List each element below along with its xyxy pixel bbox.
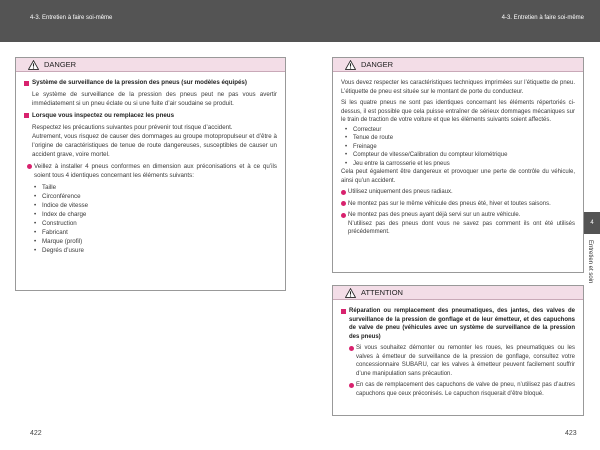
paragraph: Autrement, vous risquez de causer des dommages au groupe motopropulseur et d’être à l’origine de caractéristiques de tenue de route dangereuses, susceptibles de causer un accident grave, voire mortel. (32, 132, 277, 158)
paragraph: Le système de surveillance de la pression des pneus peut ne pas vous avertir immédiatement si un pneu éclate ou si une fuite d’air soudaine se produit. (32, 90, 277, 107)
right-page-header: 4-3. Entretien à faire soi-même (501, 15, 584, 21)
tyre-criteria-list (24, 184, 277, 256)
section-title-inspect: Lorsque vous inspectez ou remplacez les pneus (24, 112, 277, 121)
attention-box (332, 285, 584, 416)
pink-dot-icon (341, 190, 346, 195)
attention-title: ATTENTION (361, 288, 403, 297)
pink-square-icon (24, 81, 29, 86)
bullet-paragraph: Si vous souhaitez démonter ou remonter les roues, les pneumatiques ou les valves à émetteur de surveillance de la pression de gonflage, consultez votre concessionnaire SUBARU, car les valves à émetteur peuvent facilement souffrir d’une manipulation sans précaution. (341, 344, 575, 378)
list-item: • Compteur de vitesse/Calibration du compteur kilométrique (345, 152, 508, 159)
left-page-header: 4-3. Entretien à faire soi-même (30, 15, 113, 21)
list-item: • Indice de vitesse (34, 201, 89, 209)
list-item: • Circonférence (34, 192, 81, 200)
list-item: • Degrés d’usure (34, 246, 84, 254)
danger-header (333, 58, 583, 72)
pink-dot-icon (27, 164, 32, 169)
list-item: • Freinage (345, 143, 377, 150)
pink-dot-icon (341, 213, 346, 218)
top-header-bar (0, 0, 600, 42)
section-title-tpms: Système de surveillance de la pression des pneus (sur modèles équipés) (24, 79, 277, 88)
attention-header (333, 286, 583, 300)
danger-header (16, 58, 285, 72)
bullet-paragraph: Ne montez pas des pneus ayant déjà servi sur un autre véhicule. N’utilisez pas des pneus dont vous ne savez pas comment ils ont été utilisés précédemment. (341, 211, 575, 237)
caution-triangle-icon (345, 288, 356, 298)
chapter-tab: 4 (584, 212, 600, 234)
paragraph: Vous devez respecter les caractéristiques techniques imprimées sur l’étiquette de pneu. L’étiquette de pneu est située sur le montant de porte du conducteur. (341, 80, 575, 95)
pink-square-icon (341, 309, 346, 314)
pink-dot-icon (349, 383, 354, 388)
pink-square-icon (24, 113, 29, 118)
paragraph: Cela peut également être dangereux et provoquer une perte de contrôle du véhicule, ainsi qu’un accident. (341, 169, 575, 184)
list-item: • Index de charge (34, 210, 87, 218)
bullet-paragraph: En cas de remplacement des capuchons de valve de pneu, n’utilisez pas d’autres capuchons que ceux préconisés. Le capuchon risquerait d’être bloqué. (341, 381, 575, 398)
pink-dot-icon (341, 201, 346, 206)
danger-title: DANGER (361, 60, 394, 69)
list-item: • Jeu entre la carrosserie et les pneus (345, 160, 450, 167)
bullet-paragraph: Ne montez pas sur le même véhicule des pneus été, hiver et toutes saisons. (341, 200, 575, 209)
bullet-paragraph: Veillez à installer 4 pneus conformes en dimension aux préconisations et à ce qu’ils soient tous 4 identiques concernant les éléments suivants: (24, 163, 277, 181)
list-item: • Correcteur (345, 126, 382, 133)
right-danger-box (332, 57, 584, 273)
pink-dot-icon (349, 346, 354, 351)
paragraph: Si les quatre pneus ne sont pas identiques concernant les éléments répertoriés ci-dessus, il est possible que cela puisse entraîner de sérieux dommages mécaniques sur le train de traction de votre voiture et que les éléments suivants soient affectés. (341, 100, 575, 124)
list-item: • Construction (34, 219, 77, 227)
bullet-paragraph: Utilisez uniquement des pneus radiaux. (341, 188, 575, 197)
list-item: • Tenue de route (345, 135, 394, 142)
danger-title: DANGER (44, 60, 77, 69)
list-item: • Fabricant (34, 228, 68, 236)
warning-triangle-icon (345, 60, 356, 70)
left-danger-box (15, 57, 286, 291)
list-item: • Taille (34, 183, 57, 191)
section-title-repair: Réparation ou remplacement des pneumatiques, des jantes, des valves de surveillance de la pression de gonflage et de leur émetteur, et des capuchons de valve de pneu (véhicules avec un système de surveillance de la pression des pneus) (341, 307, 575, 341)
left-page-number: 422 (30, 430, 42, 437)
affected-items-list (341, 126, 575, 169)
paragraph: Respectez les précautions suivantes pour prévenir tout risque d’accident. (32, 123, 233, 131)
warning-triangle-icon (28, 60, 39, 70)
right-page-number: 423 (565, 430, 577, 437)
chapter-side-title: Entretien et soin (587, 240, 593, 284)
list-item: • Marque (profil) (34, 237, 83, 245)
